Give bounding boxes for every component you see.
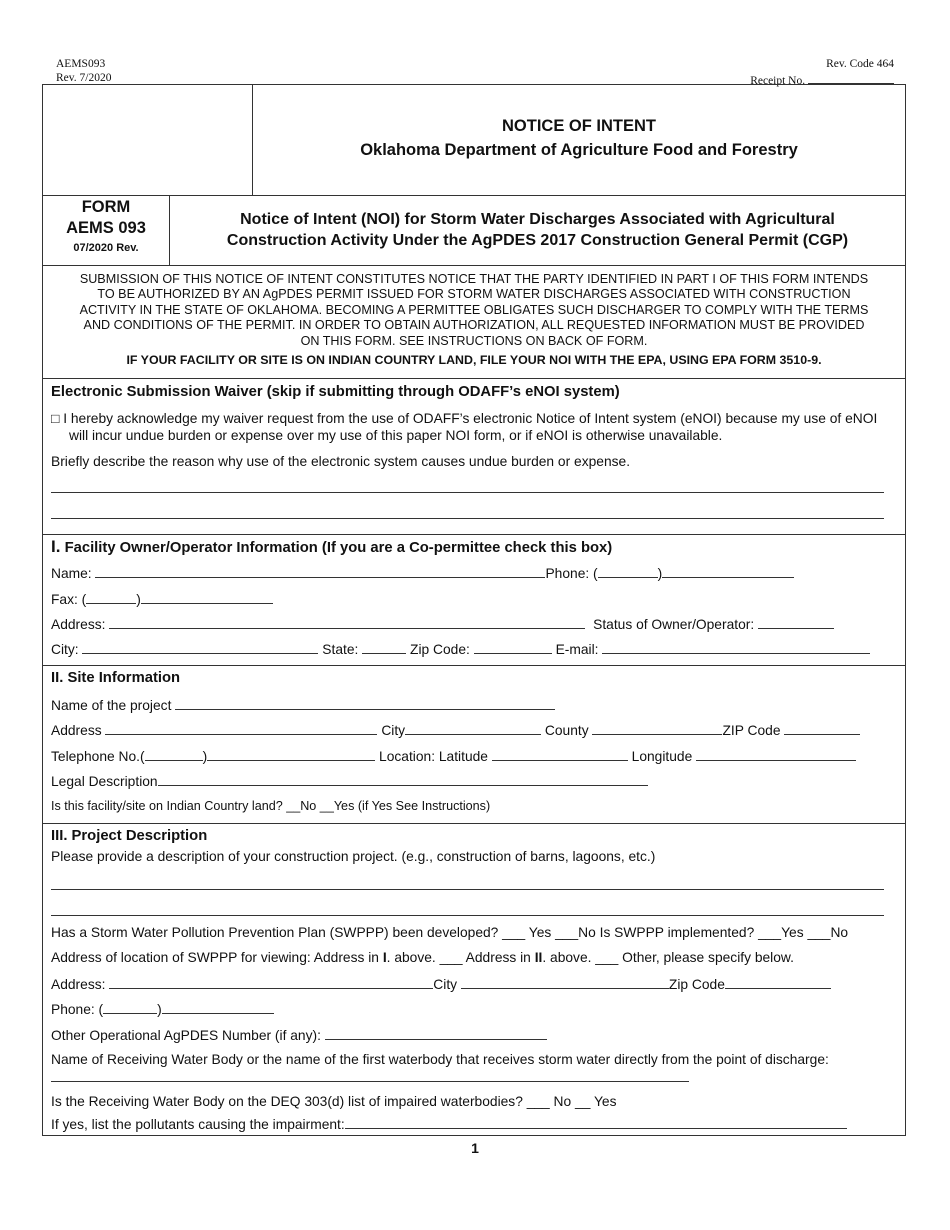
owner-phone-area-field[interactable]	[598, 565, 658, 578]
waiver-reason-line[interactable]	[51, 492, 884, 493]
receipt-number: Receipt No.	[750, 71, 894, 88]
swppp-phone-area-field[interactable]	[103, 1001, 157, 1014]
receipt-field[interactable]	[808, 71, 894, 84]
receiving-water-prompt: Name of Receiving Water Body or the name of the first waterbody that receives storm water directly from the point of discharge:	[51, 1052, 829, 1067]
project-name-field[interactable]	[175, 697, 555, 710]
waiver-reason-line[interactable]	[51, 518, 884, 519]
divider	[43, 378, 905, 379]
project-description-line[interactable]	[51, 915, 884, 916]
longitude-field[interactable]	[696, 748, 856, 761]
submission-notice: SUBMISSION OF THIS NOTICE OF INTENT CONSTITUTES NOTICE THAT THE PARTY IDENTIFIED IN PART I OF THIS FORM INTENDS TO BE AUTHORIZED BY AN AgPDES PERMIT ISSUED FOR STORM WATER DISCHARGES ASSOCIATED WITH CONSTRUCTION ACTIVITY IN THE STATE OF OKLAHOMA. BECOMING A PERMITTEE OBLIGATES SUCH DISCHARGER TO COMPLY WITH THE TERMS AND CONDITIONS OF THE PERMIT. IN ORDER TO OBTAIN AUTHORIZATION, ALL REQUESTED INFORMATION MUST BE PROVIDED ON THIS FORM. SEE INSTRUCTIONS ON BACK OF FORM.	[79, 272, 869, 348]
divider	[43, 265, 905, 266]
form-id-box: FORM AEMS 093 07/2020 Rev.	[66, 198, 146, 254]
waiver-ack-continued: will incur undue burden or expense over my use of this paper NOI form, or if eNOI is otherwise unavailable.	[69, 428, 723, 443]
swppp-zip-field[interactable]	[725, 976, 831, 989]
owner-address-row: Address: Status of Owner/Operator:	[51, 616, 834, 632]
other-agpdes-field[interactable]	[325, 1027, 547, 1040]
project-name-row: Name of the project	[51, 697, 555, 713]
waiver-heading: Electronic Submission Waiver (skip if submitting through ODAFF’s eNOI system)	[51, 384, 620, 400]
site-city-field[interactable]	[405, 722, 541, 735]
notice-of-intent-form	[42, 84, 906, 1136]
waiver-ack: □ I hereby acknowledge my waiver request from the use of ODAFF’s electronic Notice of Intent system (eNOI) because my use of eNOI	[51, 411, 878, 426]
swppp-phone-field[interactable]	[162, 1001, 274, 1014]
divider	[43, 823, 905, 824]
owner-city-field[interactable]	[82, 641, 318, 654]
divider	[43, 665, 905, 666]
project-description-prompt: Please provide a description of your construction project. (e.g., construction of barns, lagoons, etc.)	[51, 849, 656, 864]
owner-name-field[interactable]	[95, 565, 545, 578]
owner-address-field[interactable]	[109, 616, 585, 629]
waiver-describe-prompt: Briefly describe the reason why use of the electronic system causes undue burden or expense.	[51, 454, 631, 469]
indian-country-notice: IF YOUR FACILITY OR SITE IS ON INDIAN COUNTRY LAND, FILE YOUR NOI WITH THE EPA, USING EPA FORM 3510-9.	[126, 353, 822, 367]
owner-phone-field[interactable]	[662, 565, 794, 578]
part1-heading: I. Facility Owner/Operator Information (If you are a Co-permittee check this box)	[51, 537, 613, 556]
receiving-water-line[interactable]	[51, 1081, 689, 1082]
site-zip-field[interactable]	[784, 722, 860, 735]
swppp-city-field[interactable]	[461, 976, 669, 989]
noi-title: Notice of Intent (NOI) for Storm Water Discharges Associated with Agricultural Construction Activity Under the AgPDES 2017 Construction General Permit (CGP)	[226, 211, 849, 249]
document-title: NOTICE OF INTENT Oklahoma Department of Agriculture Food and Forestry	[360, 117, 798, 159]
pollutants-row: If yes, list the pollutants causing the impairment:	[51, 1116, 847, 1132]
owner-city-row: City: State: Zip Code: E-mail:	[51, 641, 870, 657]
site-telephone-row: Telephone No.( ) Location: Latitude Longitude	[51, 748, 856, 764]
page-number: 1	[471, 1140, 479, 1156]
site-phone-area-field[interactable]	[145, 748, 203, 761]
header-left	[56, 57, 111, 85]
waiver-checkbox[interactable]: □	[51, 411, 60, 426]
owner-name-row: Name: Phone: ( )	[51, 565, 794, 581]
swppp-phone-row: Phone: ( )	[51, 1001, 274, 1017]
latitude-field[interactable]	[492, 748, 628, 761]
site-phone-field[interactable]	[207, 748, 375, 761]
site-county-field[interactable]	[592, 722, 722, 735]
site-address-row: Address City County ZIP Code	[51, 722, 860, 738]
swppp-location: Address of location of SWPPP for viewing: Address in I. above. ___ Address in II. above. ___ Other, please specify below.	[51, 950, 794, 965]
pollutants-field[interactable]	[345, 1116, 847, 1129]
legal-description-row: Legal Description	[51, 773, 648, 789]
deq-303d-question: Is the Receiving Water Body on the DEQ 303(d) list of impaired waterbodies? ___ No __ Yes	[51, 1094, 617, 1109]
form-code: AEMS093	[56, 58, 106, 70]
legal-description-field[interactable]	[158, 773, 648, 786]
indian-country-question: Is this facility/site on Indian Country land? __No __Yes (if Yes See Instructions)	[51, 799, 491, 813]
owner-fax-row: Fax: ( )	[51, 591, 273, 607]
site-address-field[interactable]	[105, 722, 377, 735]
owner-zip-field[interactable]	[474, 641, 552, 654]
owner-state-field[interactable]	[362, 641, 406, 654]
swppp-question: Has a Storm Water Pollution Prevention Plan (SWPPP) been developed? ___ Yes ___No Is SWPPP implemented? ___Yes ___No	[51, 925, 849, 940]
revision-code: Rev. Code 464	[826, 58, 894, 70]
divider	[43, 195, 905, 196]
fax-area-field[interactable]	[86, 591, 136, 604]
project-description-line[interactable]	[51, 889, 884, 890]
part2-heading: II. Site Information	[51, 670, 181, 686]
divider	[43, 534, 905, 535]
part3-heading: III. Project Description	[51, 828, 208, 844]
other-agpdes-row: Other Operational AgPDES Number (if any):	[51, 1027, 547, 1043]
fax-field[interactable]	[141, 591, 273, 604]
owner-email-field[interactable]	[602, 641, 870, 654]
swppp-address-field[interactable]	[109, 976, 433, 989]
owner-status-field[interactable]	[758, 616, 834, 629]
revision-date: Rev. 7/2020	[56, 72, 112, 84]
swppp-address-row: Address: City Zip Code	[51, 976, 831, 992]
